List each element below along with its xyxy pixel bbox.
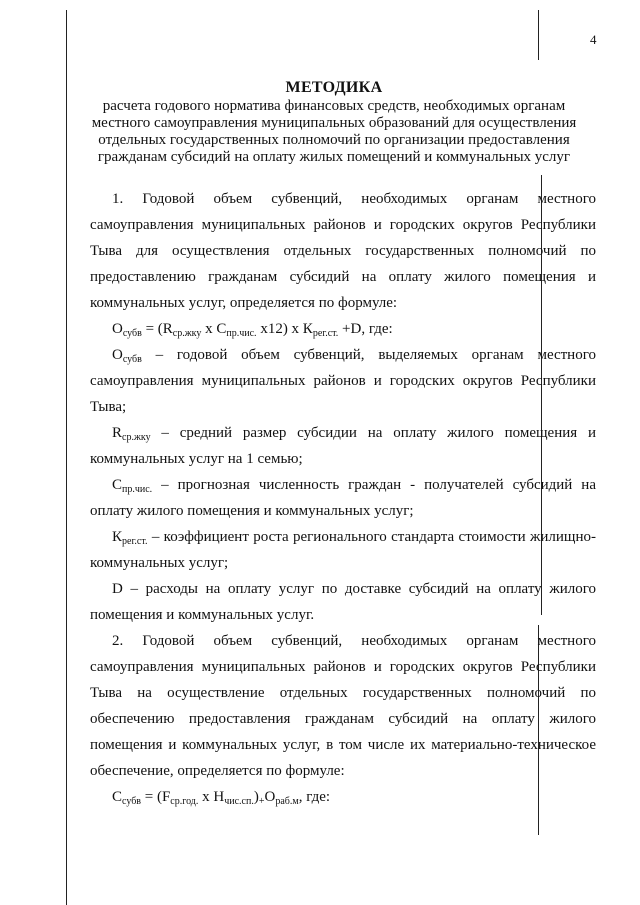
title-line: гражданам субсидий на оплату жилых помещений и коммунальных услуг bbox=[97, 149, 571, 165]
formula-1: $О_{субв} = (R_{ср.жку}$ х $С_{пр.чис.}$ х12) х $К_{рег.ст.} +D$, где: bbox=[112, 321, 393, 339]
scan-edge-line bbox=[538, 10, 539, 60]
title-line: расчета годового норматива финансовых средств, необходимых органам bbox=[102, 98, 566, 114]
document-title bbox=[70, 78, 598, 166]
formula-2: $С_{субв} = (F_{ср.год.}$ х $Н_{чис.сп.})_+О_{раб.м}$, где: bbox=[112, 789, 331, 807]
title-line: местного самоуправления муниципальных образований для осуществления bbox=[91, 115, 577, 131]
title-line: отдельных государственных полномочий по организации предоставления bbox=[98, 132, 570, 148]
scan-edge-line bbox=[66, 10, 67, 905]
title-heading: МЕТОДИКА bbox=[285, 79, 383, 96]
page-number: 4 bbox=[590, 32, 597, 47]
paragraph-1: 1. Годовой объем субвенций, необходимых органам местного самоуправления муниципальных районов и городских округов Республики Тыва для осуществления отдельных государственных полномочий по предоставлению гражданам субсидий на оплату жилого помещения и коммунальных услуг, определяется по формуле: bbox=[90, 191, 596, 311]
document-body bbox=[90, 186, 596, 810]
definition-o: $О_{субв}$ – годовой объем субвенций, выделяемых органам местного самоуправления муниципальных районов и городских округов Республики Тыва; bbox=[90, 347, 596, 415]
paragraph-2: 2. Годовой объем субвенций, необходимых органам местного самоуправления муниципальных районов и городских округов Республики Тыва на осуществление отдельных государственных полномочий по обеспечению предоставления гражданам субсидий на оплату жилого помещения и коммунальных услуг, в том числе их материально-техническое обеспечение, определяется по формуле: bbox=[90, 633, 596, 779]
definition-k: $К_{рег.ст.}$ – коэффициент роста регионального стандарта стоимости жилищно-коммунальных услуг; bbox=[90, 529, 596, 571]
definition-d: D – расходы на оплату услуг по доставке субсидий на оплату жилого помещения и коммунальных услуг. bbox=[90, 581, 596, 623]
definition-r: $R_{ср.жку}$ – средний размер субсидии на оплату жилого помещения и коммунальных услуг на 1 семью; bbox=[90, 425, 596, 467]
definition-c: $С_{пр.чис.}$ – прогнозная численность граждан - получателей субсидий на оплату жилого помещения и коммунальных услуг; bbox=[90, 477, 596, 519]
